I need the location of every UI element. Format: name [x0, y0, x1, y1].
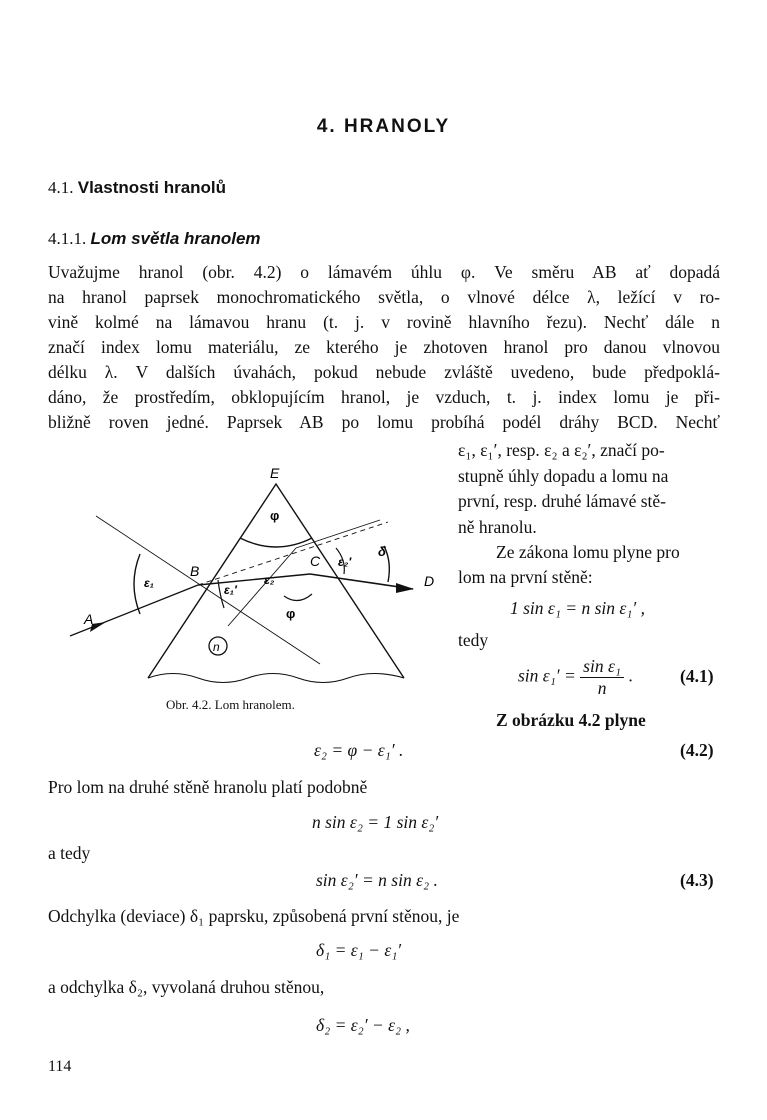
phi-inner-arc — [284, 594, 312, 601]
label-phi-apex: φ — [270, 508, 280, 523]
text-deviation-second: a odchylka δ₂, vyvolaná druhou stěnou, — [48, 977, 325, 997]
word-tedy: tedy — [458, 630, 489, 650]
label-phi-inner: φ — [286, 606, 296, 621]
equation-4-1 — [518, 656, 633, 699]
right-column-text — [458, 438, 668, 540]
prism-base-wavy — [148, 674, 404, 683]
equation-delta-1: δ₁ = ε₁ − ε₁′ — [316, 940, 402, 960]
page-number: 114 — [48, 1058, 72, 1075]
subsection-heading — [48, 229, 261, 249]
figure-intro: Z obrázku 4.2 plyne — [496, 710, 646, 730]
right-line: první, resp. druhé lámavé stě- — [458, 491, 666, 511]
paragraph-line: bližně roven jedné. Paprsek AB po lomu probíhá podél dráhy BCD. Nechť — [48, 412, 720, 432]
equation-delta-2: δ₂ = ε₂′ − ε₂ , — [316, 1015, 410, 1035]
snell-intro-line2: lom na první stěně: — [458, 567, 593, 587]
label-d: D — [424, 573, 435, 589]
text-deviation-first: Odchylka (deviace) δ₁ paprsku, způsobená první stěnou, je — [48, 906, 460, 926]
snell-intro-line1: Ze zákona lomu plyne pro — [496, 542, 680, 562]
intro-paragraph — [48, 260, 720, 435]
label-eps1p: ε₁′ — [224, 583, 237, 597]
label-n: n — [213, 640, 220, 654]
section-heading — [48, 178, 226, 198]
right-line: ε₁, ε₁′, resp. ε₂ a ε₂′, značí po- — [458, 440, 665, 460]
label-e: E — [270, 465, 280, 481]
paragraph-line: vině kolmé na lámavou hranu (t. j. v rovině hlavního řezu). Nechť dále n — [48, 312, 720, 332]
equation-snell-second-face: n sin ε₂ = 1 sin ε₂′ — [312, 812, 439, 832]
eq41-fraction — [580, 656, 624, 699]
prism-figure — [48, 456, 448, 696]
text-second-face: Pro lom na druhé stěně hranolu platí podobně — [48, 777, 368, 797]
equation-number-4-2: (4.2) — [680, 740, 714, 760]
paragraph-line: značí index lomu materiálu, ze kterého je zhotoven hranol pro danou vlnovou — [48, 337, 720, 357]
eq41-lhs: sin ε₁′ = — [518, 665, 576, 686]
label-delta: δ — [378, 544, 386, 559]
equation-number-4-3: (4.3) — [680, 870, 714, 890]
eq41-end: . — [628, 665, 633, 686]
label-a: A — [84, 611, 94, 627]
label-b: B — [190, 563, 200, 579]
section-title: Vlastnosti hranolů — [77, 178, 227, 197]
chapter-title: 4. HRANOLY — [316, 116, 451, 137]
subsection-title: Lom světla hranolem — [90, 229, 261, 248]
label-eps2: ε₂ — [264, 573, 275, 587]
apex-angle-arc — [240, 538, 312, 547]
equation-4-3: sin ε₂′ = n sin ε₂ . — [316, 870, 438, 890]
label-c: C — [310, 553, 321, 569]
equation-snell-first-face: 1 sin ε₁ = n sin ε₁′ , — [510, 598, 645, 618]
right-line: stupně úhly dopadu a lomu na — [458, 465, 669, 486]
normal-at-b — [96, 516, 320, 664]
paragraph-line: dáno, že prostředím, obklopujícím hranol, je vzduch, t. j. index lomu je při- — [48, 387, 720, 407]
paragraph-line: délku λ. V dalších úvahách, pokud nebude zvláště uvedeno, bude předpoklá- — [48, 362, 720, 382]
subsection-number: 4.1.1. — [48, 229, 87, 248]
eq41-denominator: n — [597, 678, 607, 698]
right-line: ně hranolu. — [458, 516, 537, 537]
eq41-numerator: sin ε₁ — [580, 656, 624, 678]
eps1-arc — [134, 554, 140, 614]
equation-4-2: ε₂ = φ − ε₁′ . — [314, 740, 404, 760]
word-a-tedy: a tedy — [48, 843, 91, 863]
label-eps2p: ε₂′ — [338, 555, 352, 569]
paragraph-line: Uvažujme hranol (obr. 4.2) o lámavém úhlu φ. Ve směru AB ať dopadá — [48, 262, 720, 282]
figure-caption: Obr. 4.2. Lom hranolem. — [166, 697, 295, 712]
section-number: 4.1. — [48, 178, 74, 197]
label-eps1: ε₁ — [144, 576, 154, 590]
paragraph-line: na hranol paprsek monochromatického světla, o vlnové délce λ, ležící v ro- — [48, 287, 720, 307]
equation-number-4-1: (4.1) — [680, 666, 714, 686]
